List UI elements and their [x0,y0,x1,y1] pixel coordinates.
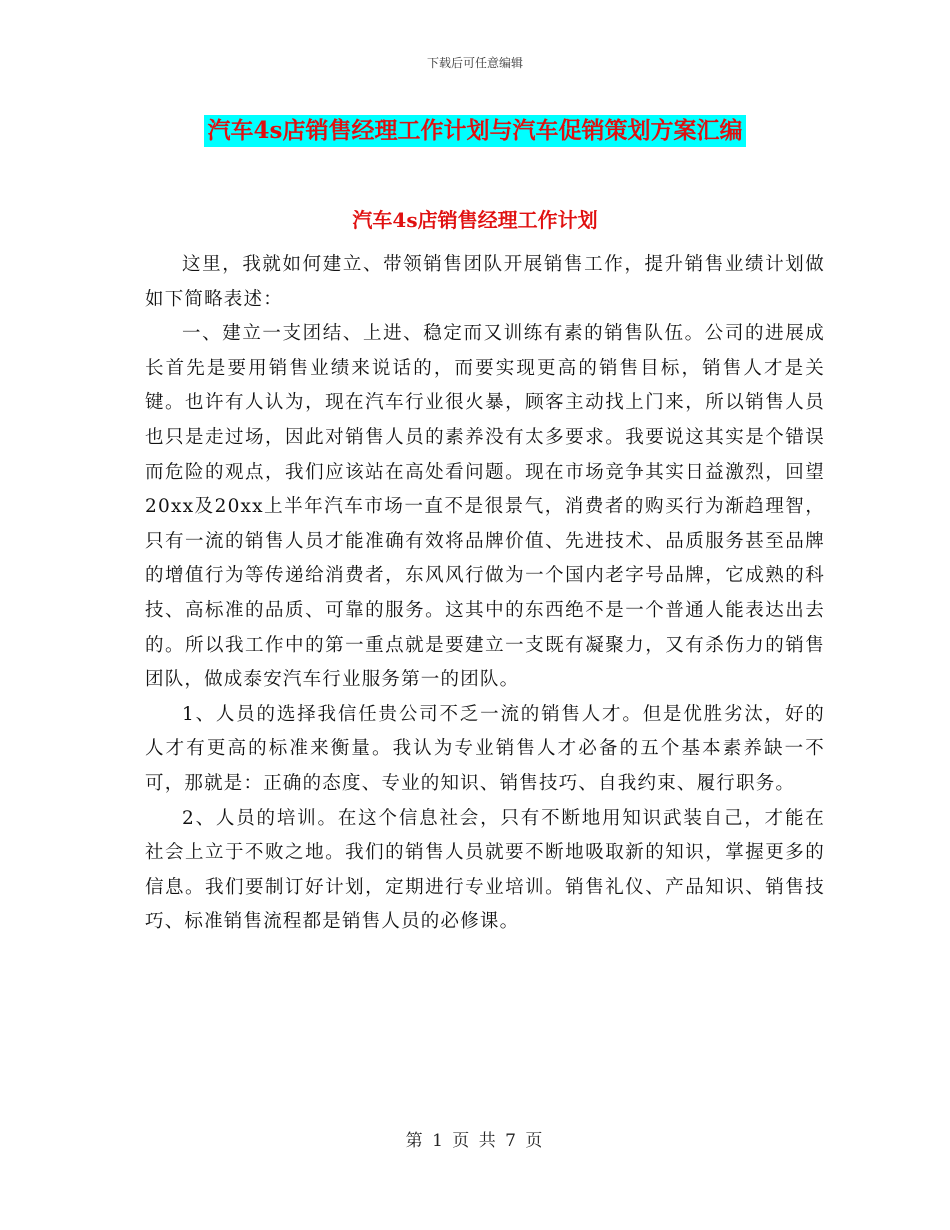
body-text [145,248,825,940]
page-footer: 第 1 页 共 7 页 [405,1131,545,1151]
main-title-wrap [0,115,950,147]
paragraph-training: 2、人员的培训。在这个信息社会，只有不断地用知识武装自己，才能在社会上立于不败之地。我们的销售人员就要不断地吸取新的知识，掌握更多的信息。我们要制订好计划，定期进行专业培训。销售礼仪、产品知识、销售技巧、标准销售流程都是销售人员的必修课。 [145,807,825,933]
main-title: 汽车4s店销售经理工作计划与汽车促销策划方案汇编 [204,115,747,147]
section-title: 汽车4s店销售经理工作计划 [352,208,598,232]
paragraph-selection: 1、人员的选择我信任贵公司不乏一流的销售人才。但是优胜劣汰，好的人才有更高的标准来衡量。我认为专业销售人才必备的五个基本素养缺一不可，那就是：正确的态度、专业的知识、销售技巧、自我约束、履行职务。 [145,703,825,794]
paragraph-intro: 这里，我就如何建立、带领销售团队开展销售工作，提升销售业绩计划做如下简略表述： [145,254,825,310]
header-note: 下载后可任意编辑 [426,56,523,70]
paragraph-team: 一、建立一支团结、上进、稳定而又训练有素的销售队伍。公司的进展成长首先是要用销售业绩来说话的，而要实现更高的销售目标，销售人才是关键。也许有人认为，现在汽车行业很火暴，顾客主动找上门来，所以销售人员也只是走过场，因此对销售人员的素养没有太多要求。我要说这其实是个错误而危险的观点，我们应该站在高处看问题。现在市场竞争其实日益激烈，回望20xx及20xx上半年汽车市场一直不是很景气，消费者的购买行为渐趋理智，只有一流的销售人员才能准确有效将品牌价值、先进技术、品质服务甚至品牌的增值行为等传递给消费者，东风风行做为一个国内老字号品牌，它成熟的科技、高标准的品质、可靠的服务。这其中的东西绝不是一个普通人能表达出去的。所以我工作中的第一重点就是要建立一支既有凝聚力，又有杀伤力的销售团队，做成泰安汽车行业服务第一的团队。 [145,323,825,691]
